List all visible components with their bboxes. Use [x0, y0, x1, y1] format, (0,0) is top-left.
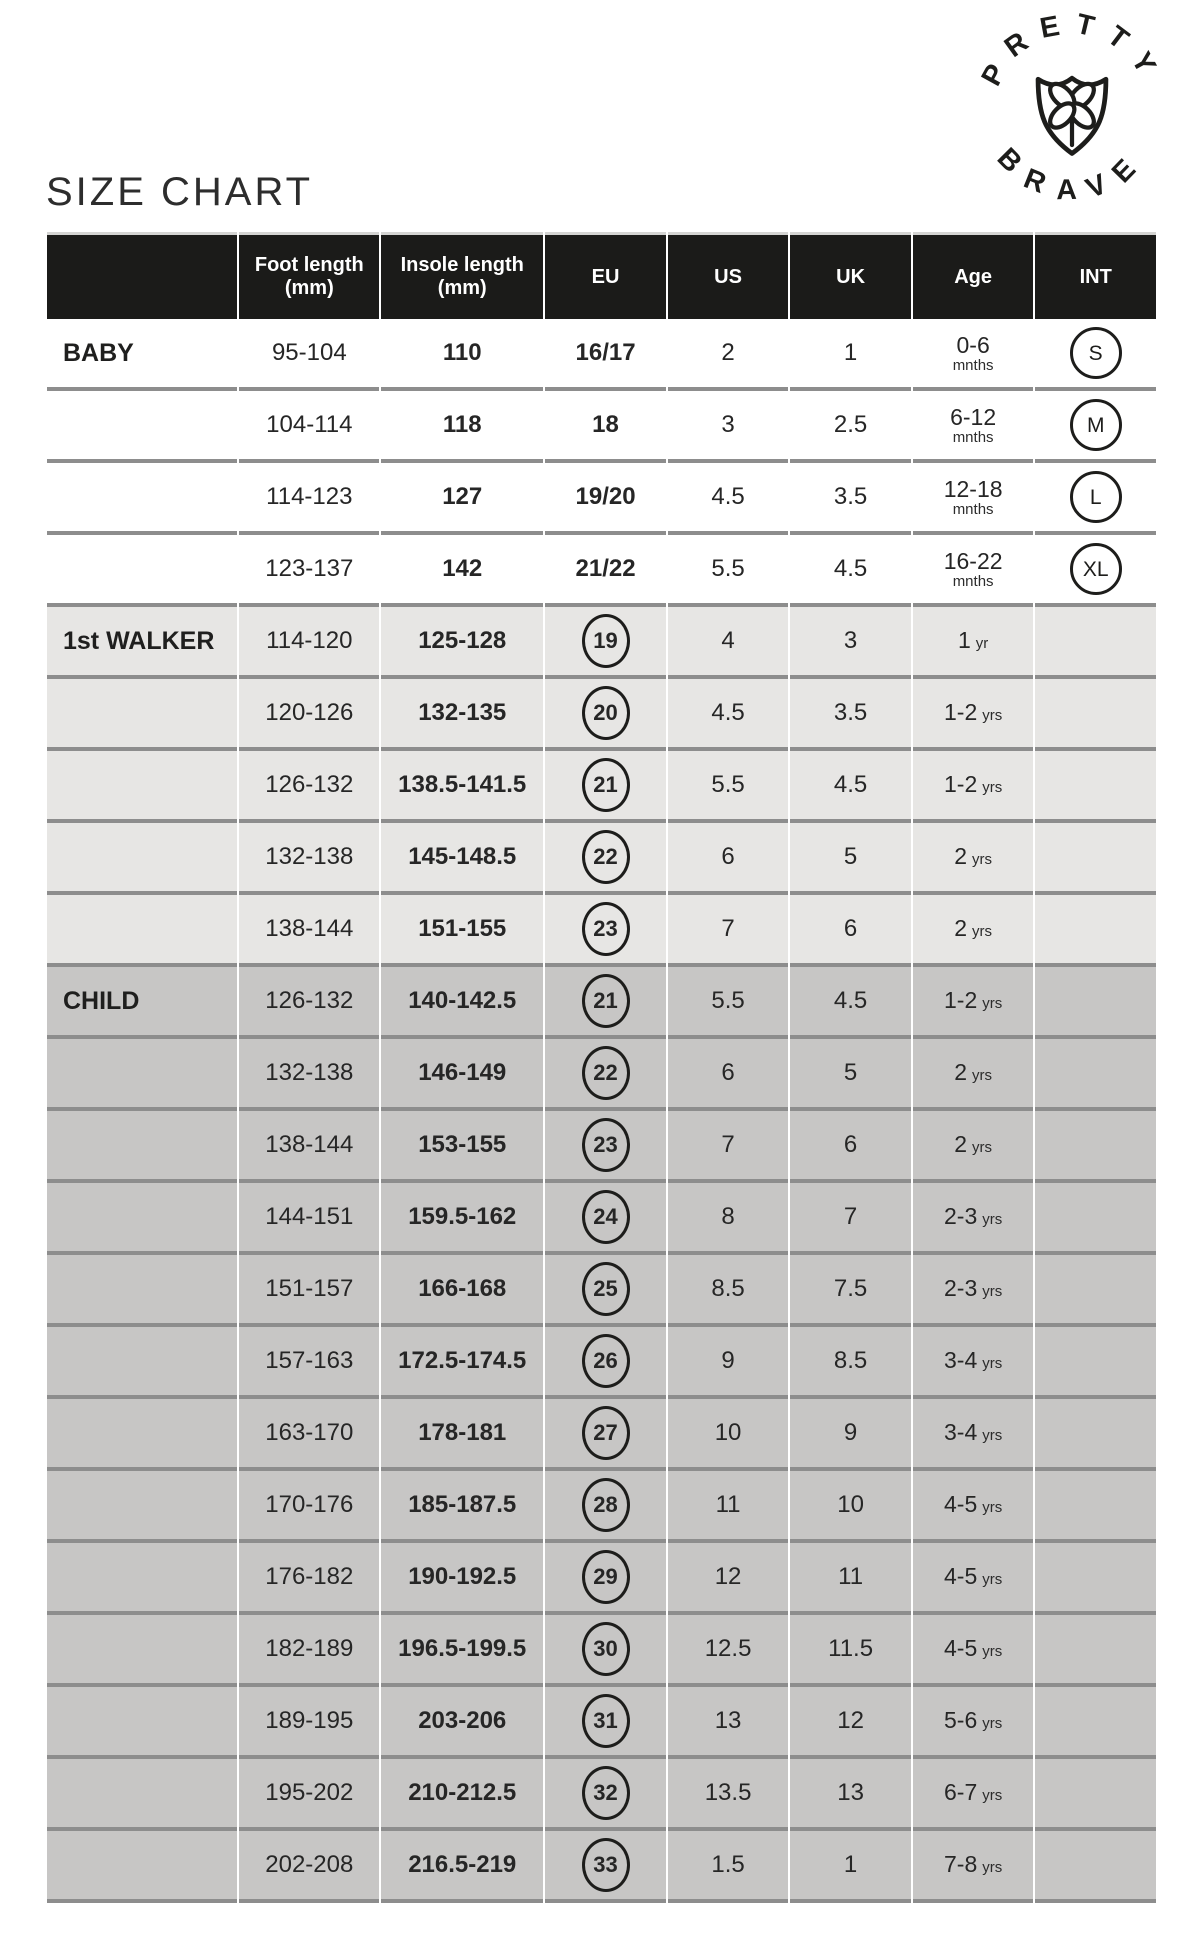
int-size-cell [1035, 607, 1156, 679]
eu-size-value: 19 [582, 614, 630, 668]
age-unit-label: yrs [982, 1787, 1003, 1804]
us-size-cell: 13.5 [668, 1759, 789, 1831]
eu-size-value: 21/22 [575, 555, 636, 582]
int-size-cell [1035, 751, 1156, 823]
uk-size-cell: 6 [790, 1111, 911, 1183]
section-label-cell [47, 391, 237, 463]
header-insole-length: Insole length (mm) [381, 232, 543, 319]
uk-size-cell: 3.5 [790, 463, 911, 535]
foot-length-cell: 120-126 [239, 679, 379, 751]
us-size-cell: 6 [668, 1039, 789, 1111]
eu-size-value: 30 [582, 1622, 630, 1676]
table-row [47, 751, 1156, 823]
uk-size-cell: 1 [790, 1831, 911, 1903]
age-cell [913, 1471, 1034, 1543]
table-row [47, 1399, 1156, 1471]
eu-size-cell [545, 1543, 666, 1615]
eu-size-value: 18 [592, 411, 619, 438]
uk-size-cell: 10 [790, 1471, 911, 1543]
uk-size-cell: 4.5 [790, 535, 911, 607]
age-number: 2 [954, 1131, 968, 1157]
uk-size-cell: 3 [790, 607, 911, 679]
foot-length-cell: 138-144 [239, 895, 379, 967]
eu-size-value: 29 [582, 1550, 630, 1604]
eu-size-value: 24 [582, 1190, 630, 1244]
age-unit-label: mnths [952, 356, 994, 374]
int-size-cell [1035, 967, 1156, 1039]
uk-size-cell: 2.5 [790, 391, 911, 463]
age-cell [913, 1255, 1034, 1327]
foot-length-cell: 132-138 [239, 1039, 379, 1111]
logo-top-arc-text: PRETTY [975, 7, 1169, 92]
age-number: 2-3 [944, 1275, 978, 1301]
age-cell [913, 1327, 1034, 1399]
int-size-cell [1035, 823, 1156, 895]
us-size-cell: 7 [668, 895, 789, 967]
insole-length-cell: 142 [381, 535, 543, 607]
insole-length-cell: 110 [381, 319, 543, 391]
section-label-cell [47, 319, 237, 391]
age-number: 4-5 [944, 1635, 978, 1661]
eu-size-value: 32 [582, 1766, 630, 1820]
table-row [47, 391, 1156, 463]
eu-size-value: 22 [582, 1046, 630, 1100]
eu-size-value: 21 [582, 974, 630, 1028]
age-cell [913, 1543, 1034, 1615]
section-label-cell [47, 1471, 237, 1543]
age-cell [913, 823, 1034, 895]
foot-length-cell: 195-202 [239, 1759, 379, 1831]
age-cell [913, 895, 1034, 967]
int-size-cell [1035, 1471, 1156, 1543]
table-row [47, 823, 1156, 895]
us-size-cell: 3 [668, 391, 789, 463]
eu-size-cell [545, 823, 666, 895]
section-label-cell [47, 823, 237, 895]
insole-length-cell: 216.5-219 [381, 1831, 543, 1903]
eu-size-value: 31 [582, 1694, 630, 1748]
foot-length-cell: 182-189 [239, 1615, 379, 1687]
foot-length-cell: 126-132 [239, 967, 379, 1039]
header-age: Age [913, 232, 1034, 319]
size-table [45, 232, 1158, 1903]
age-unit-label: yrs [982, 1283, 1003, 1300]
age-number: 5-6 [944, 1707, 978, 1733]
uk-size-cell: 13 [790, 1759, 911, 1831]
int-size-cell [1035, 319, 1156, 391]
brand-logo [966, 4, 1178, 216]
int-size-badge: XL [1070, 543, 1122, 595]
age-number: 4-5 [944, 1491, 978, 1517]
table-row [47, 967, 1156, 1039]
table-row [47, 1183, 1156, 1255]
insole-length-cell: 153-155 [381, 1111, 543, 1183]
table-row [47, 1471, 1156, 1543]
section-label: BABY [63, 338, 134, 367]
us-size-cell: 8.5 [668, 1255, 789, 1327]
eu-size-value: 20 [582, 686, 630, 740]
int-size-badge: L [1070, 471, 1122, 523]
table-row [47, 1039, 1156, 1111]
section-label-cell [47, 1759, 237, 1831]
section-label-cell [47, 1831, 237, 1903]
int-size-badge: S [1070, 327, 1122, 379]
section-label-cell [47, 1039, 237, 1111]
foot-length-cell: 170-176 [239, 1471, 379, 1543]
section-label-cell [47, 751, 237, 823]
int-size-cell [1035, 1255, 1156, 1327]
int-size-cell [1035, 1399, 1156, 1471]
table-row [47, 463, 1156, 535]
age-unit-label: yrs [972, 923, 993, 940]
insole-length-cell: 118 [381, 391, 543, 463]
uk-size-cell: 11.5 [790, 1615, 911, 1687]
section-label-cell [47, 1687, 237, 1759]
us-size-cell: 2 [668, 319, 789, 391]
us-size-cell: 5.5 [668, 751, 789, 823]
foot-length-cell: 132-138 [239, 823, 379, 895]
age-cell [913, 1831, 1034, 1903]
int-size-cell [1035, 1327, 1156, 1399]
age-unit-label: mnths [952, 500, 994, 518]
eu-size-value: 19/20 [575, 483, 636, 510]
uk-size-cell: 4.5 [790, 967, 911, 1039]
insole-length-cell: 203-206 [381, 1687, 543, 1759]
uk-size-cell: 6 [790, 895, 911, 967]
header-us: US [668, 232, 789, 319]
age-cell [913, 751, 1034, 823]
foot-length-cell: 138-144 [239, 1111, 379, 1183]
section-label: CHILD [63, 986, 140, 1015]
int-size-cell [1035, 1111, 1156, 1183]
age-unit-label: yrs [972, 851, 993, 868]
insole-length-cell: 159.5-162 [381, 1183, 543, 1255]
insole-length-cell: 145-148.5 [381, 823, 543, 895]
foot-length-cell: 202-208 [239, 1831, 379, 1903]
foot-length-cell: 126-132 [239, 751, 379, 823]
section-label-cell [47, 1543, 237, 1615]
age-number: 0-6 [956, 332, 990, 359]
age-number: 6-12 [950, 404, 997, 431]
foot-length-cell: 157-163 [239, 1327, 379, 1399]
age-number: 7-8 [944, 1851, 978, 1877]
age-number: 3-4 [944, 1419, 978, 1445]
eu-size-value: 16/17 [575, 339, 636, 366]
age-number: 12-18 [943, 476, 1003, 503]
eu-size-value: 33 [582, 1838, 630, 1892]
table-row [47, 1255, 1156, 1327]
section-label-cell [47, 535, 237, 607]
age-number: 2 [954, 1059, 968, 1085]
eu-size-cell [545, 463, 666, 535]
int-size-cell [1035, 1687, 1156, 1759]
uk-size-cell: 3.5 [790, 679, 911, 751]
age-number: 4-5 [944, 1563, 978, 1589]
age-cell [913, 535, 1034, 607]
header-int: INT [1035, 232, 1156, 319]
us-size-cell: 4.5 [668, 463, 789, 535]
foot-length-cell: 189-195 [239, 1687, 379, 1759]
age-number: 1-2 [944, 699, 978, 725]
section-label-cell [47, 1399, 237, 1471]
table-row [47, 607, 1156, 679]
age-unit-label: yrs [982, 1643, 1003, 1660]
age-number: 6-7 [944, 1779, 978, 1805]
insole-length-cell: 132-135 [381, 679, 543, 751]
age-number: 1 [957, 627, 971, 653]
foot-length-cell: 95-104 [239, 319, 379, 391]
age-unit-label: yrs [982, 1427, 1003, 1444]
us-size-cell: 8 [668, 1183, 789, 1255]
eu-size-cell [545, 1759, 666, 1831]
eu-size-value: 23 [582, 902, 630, 956]
table-row [47, 1759, 1156, 1831]
insole-length-cell: 185-187.5 [381, 1471, 543, 1543]
us-size-cell: 5.5 [668, 535, 789, 607]
insole-length-cell: 138.5-141.5 [381, 751, 543, 823]
age-cell [913, 1111, 1034, 1183]
uk-size-cell: 1 [790, 319, 911, 391]
us-size-cell: 11 [668, 1471, 789, 1543]
section-label: 1st WALKER [63, 626, 215, 655]
foot-length-cell: 151-157 [239, 1255, 379, 1327]
age-number: 16-22 [943, 548, 1003, 575]
age-number: 1-2 [944, 771, 978, 797]
eu-size-cell [545, 1399, 666, 1471]
eu-size-value: 21 [582, 758, 630, 812]
eu-size-value: 28 [582, 1478, 630, 1532]
foot-length-cell: 123-137 [239, 535, 379, 607]
us-size-cell: 4 [668, 607, 789, 679]
section-label-cell [47, 463, 237, 535]
eu-size-cell [545, 1615, 666, 1687]
eu-size-cell [545, 1255, 666, 1327]
foot-length-cell: 114-120 [239, 607, 379, 679]
age-number: 2-3 [944, 1203, 978, 1229]
insole-length-cell: 125-128 [381, 607, 543, 679]
int-size-cell [1035, 1759, 1156, 1831]
foot-length-cell: 104-114 [239, 391, 379, 463]
eu-size-cell [545, 967, 666, 1039]
table-row [47, 535, 1156, 607]
us-size-cell: 10 [668, 1399, 789, 1471]
section-label-cell [47, 1255, 237, 1327]
eu-size-value: 22 [582, 830, 630, 884]
age-cell [913, 391, 1034, 463]
age-unit-label: yrs [982, 1571, 1003, 1588]
age-cell [913, 679, 1034, 751]
eu-size-cell [545, 1039, 666, 1111]
us-size-cell: 6 [668, 823, 789, 895]
size-table-body [47, 319, 1156, 1903]
uk-size-cell: 4.5 [790, 751, 911, 823]
section-label-cell [47, 1615, 237, 1687]
uk-size-cell: 8.5 [790, 1327, 911, 1399]
insole-length-cell: 196.5-199.5 [381, 1615, 543, 1687]
eu-size-cell [545, 391, 666, 463]
age-number: 2 [954, 843, 968, 869]
table-row [47, 1543, 1156, 1615]
int-size-cell [1035, 535, 1156, 607]
brand-logo-svg [966, 4, 1178, 216]
age-cell [913, 1687, 1034, 1759]
int-size-cell [1035, 1543, 1156, 1615]
age-unit-label: yrs [982, 1355, 1003, 1372]
age-cell [913, 1759, 1034, 1831]
int-size-cell [1035, 1831, 1156, 1903]
insole-length-cell: 178-181 [381, 1399, 543, 1471]
age-cell [913, 967, 1034, 1039]
shield-icon [1038, 78, 1106, 153]
age-unit-label: yr [975, 635, 989, 652]
age-cell [913, 463, 1034, 535]
us-size-cell: 7 [668, 1111, 789, 1183]
eu-size-cell [545, 607, 666, 679]
age-unit-label: yrs [982, 707, 1003, 724]
table-row [47, 319, 1156, 391]
int-size-cell [1035, 895, 1156, 967]
uk-size-cell: 5 [790, 823, 911, 895]
age-unit-label: yrs [982, 779, 1003, 796]
eu-size-cell [545, 751, 666, 823]
age-cell [913, 319, 1034, 391]
eu-size-cell [545, 1687, 666, 1759]
eu-size-value: 25 [582, 1262, 630, 1316]
table-row [47, 895, 1156, 967]
insole-length-cell: 146-149 [381, 1039, 543, 1111]
table-row [47, 1831, 1156, 1903]
us-size-cell: 9 [668, 1327, 789, 1399]
foot-length-cell: 176-182 [239, 1543, 379, 1615]
insole-length-cell: 151-155 [381, 895, 543, 967]
foot-length-cell: 114-123 [239, 463, 379, 535]
eu-size-cell [545, 1111, 666, 1183]
eu-size-cell [545, 535, 666, 607]
page-title: SIZE CHART [46, 170, 314, 214]
age-unit-label: yrs [982, 1859, 1003, 1876]
age-cell [913, 1615, 1034, 1687]
insole-length-cell: 172.5-174.5 [381, 1327, 543, 1399]
uk-size-cell: 12 [790, 1687, 911, 1759]
us-size-cell: 13 [668, 1687, 789, 1759]
age-unit-label: mnths [952, 572, 994, 590]
eu-size-value: 26 [582, 1334, 630, 1388]
int-size-cell [1035, 1615, 1156, 1687]
eu-size-value: 23 [582, 1118, 630, 1172]
age-number: 1-2 [944, 987, 978, 1013]
age-unit-label: yrs [982, 1715, 1003, 1732]
age-number: 3-4 [944, 1347, 978, 1373]
age-cell [913, 607, 1034, 679]
age-cell [913, 1399, 1034, 1471]
eu-size-cell [545, 1831, 666, 1903]
eu-size-cell [545, 895, 666, 967]
int-size-cell [1035, 679, 1156, 751]
age-number: 2 [954, 915, 968, 941]
section-label-cell [47, 607, 237, 679]
uk-size-cell: 7 [790, 1183, 911, 1255]
age-unit-label: yrs [982, 1499, 1003, 1516]
eu-size-value: 27 [582, 1406, 630, 1460]
age-unit-label: yrs [972, 1139, 993, 1156]
section-label-cell [47, 895, 237, 967]
age-unit-label: yrs [972, 1067, 993, 1084]
foot-length-cell: 144-151 [239, 1183, 379, 1255]
uk-size-cell: 11 [790, 1543, 911, 1615]
logo-bottom-arc-text: BRAVE [990, 141, 1154, 207]
section-label-cell [47, 1111, 237, 1183]
header-foot-length: Foot length (mm) [239, 232, 379, 319]
header-category [47, 232, 237, 319]
table-row [47, 1327, 1156, 1399]
insole-length-cell: 127 [381, 463, 543, 535]
int-size-cell [1035, 391, 1156, 463]
int-size-cell [1035, 1039, 1156, 1111]
age-cell [913, 1183, 1034, 1255]
uk-size-cell: 5 [790, 1039, 911, 1111]
eu-size-cell [545, 1471, 666, 1543]
insole-length-cell: 210-212.5 [381, 1759, 543, 1831]
section-label-cell [47, 1327, 237, 1399]
table-row [47, 1111, 1156, 1183]
header-row [47, 232, 1156, 319]
us-size-cell: 12.5 [668, 1615, 789, 1687]
eu-size-cell [545, 1183, 666, 1255]
us-size-cell: 12 [668, 1543, 789, 1615]
insole-length-cell: 140-142.5 [381, 967, 543, 1039]
insole-length-cell: 166-168 [381, 1255, 543, 1327]
int-size-cell [1035, 1183, 1156, 1255]
us-size-cell: 4.5 [668, 679, 789, 751]
table-row [47, 1687, 1156, 1759]
us-size-cell: 5.5 [668, 967, 789, 1039]
age-cell [913, 1039, 1034, 1111]
table-row [47, 1615, 1156, 1687]
table-row [47, 679, 1156, 751]
uk-size-cell: 7.5 [790, 1255, 911, 1327]
age-unit-label: yrs [982, 1211, 1003, 1228]
section-label-cell [47, 679, 237, 751]
section-label-cell [47, 1183, 237, 1255]
eu-size-cell [545, 679, 666, 751]
size-table-header [47, 232, 1156, 319]
us-size-cell: 1.5 [668, 1831, 789, 1903]
header-eu: EU [545, 232, 666, 319]
section-label-cell [47, 967, 237, 1039]
insole-length-cell: 190-192.5 [381, 1543, 543, 1615]
int-size-badge: M [1070, 399, 1122, 451]
foot-length-cell: 163-170 [239, 1399, 379, 1471]
int-size-cell [1035, 463, 1156, 535]
age-unit-label: yrs [982, 995, 1003, 1012]
eu-size-cell [545, 1327, 666, 1399]
age-unit-label: mnths [952, 428, 994, 446]
header-uk: UK [790, 232, 911, 319]
uk-size-cell: 9 [790, 1399, 911, 1471]
eu-size-cell [545, 319, 666, 391]
